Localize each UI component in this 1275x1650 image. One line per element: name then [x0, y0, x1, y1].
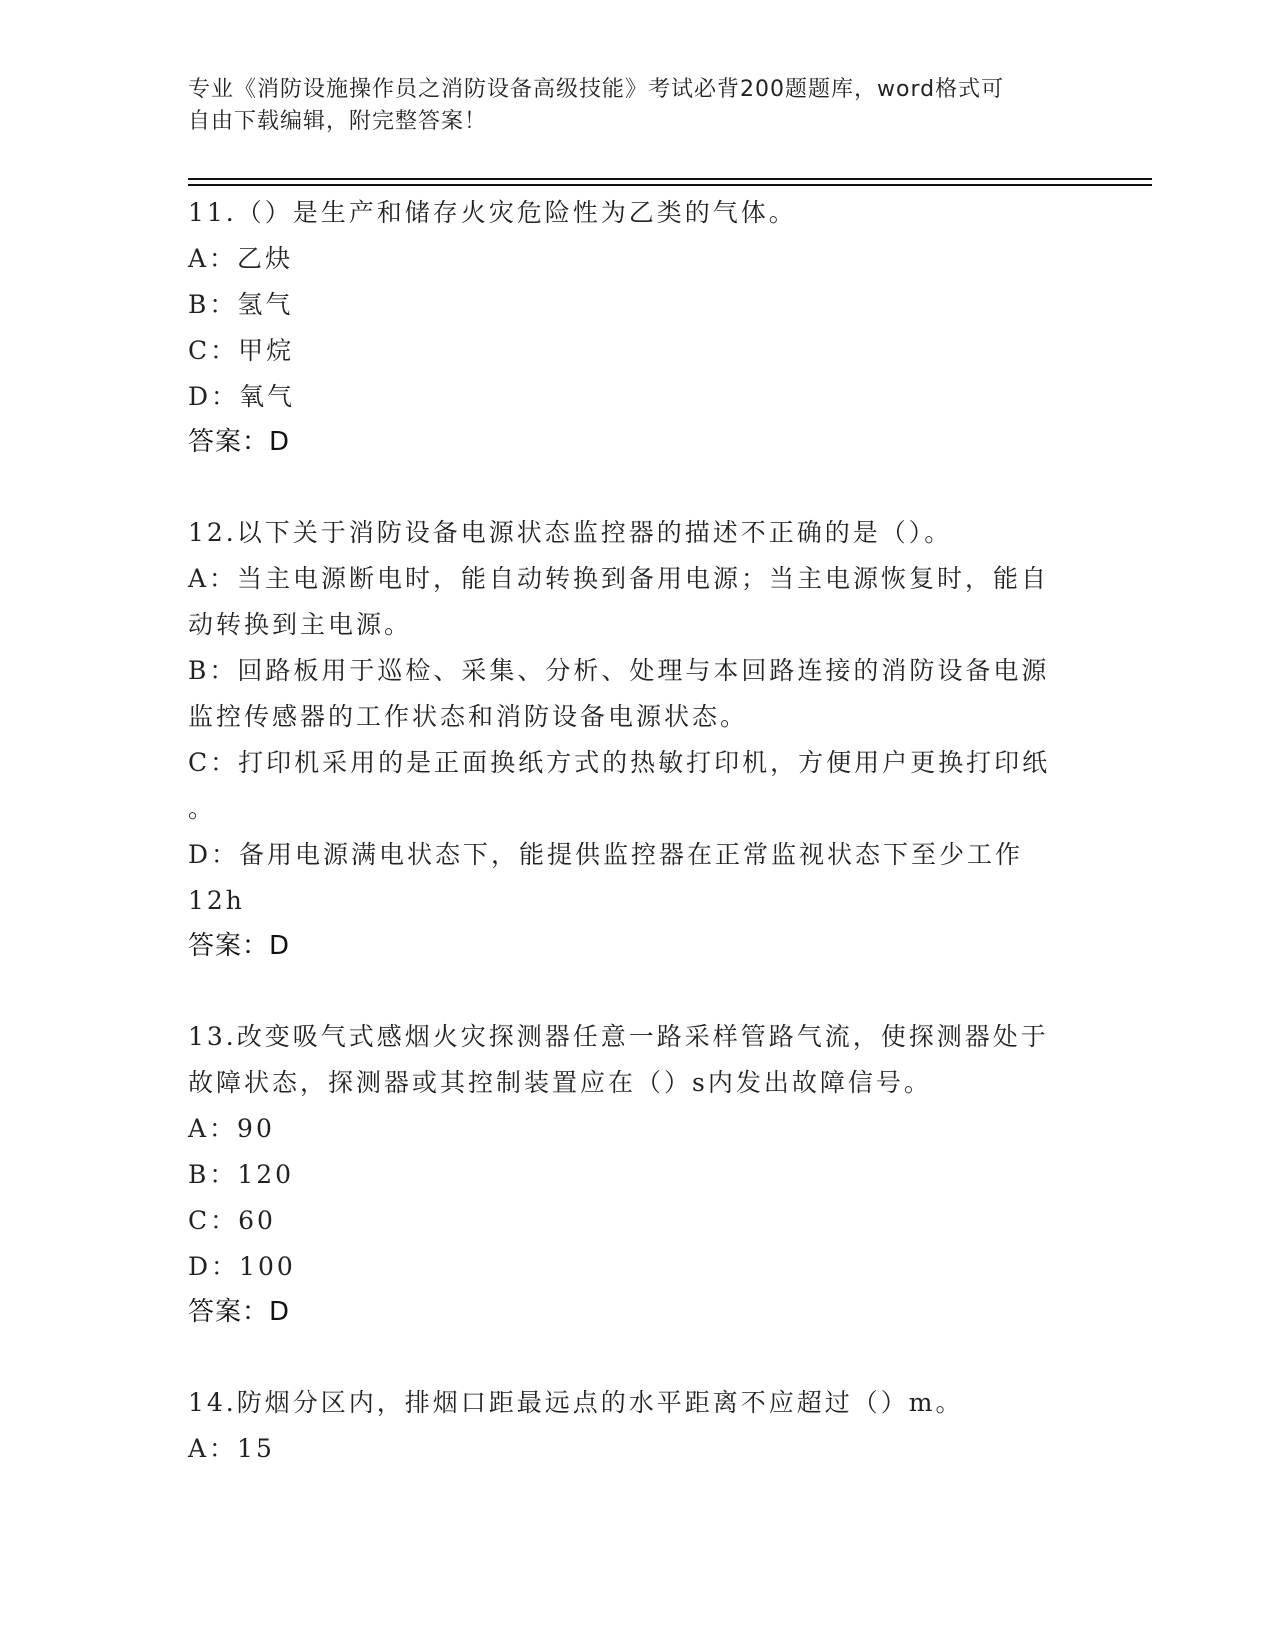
question-block	[188, 510, 1088, 968]
correct-answer: 答案：D	[188, 427, 291, 457]
answer-option: D：100	[188, 1252, 296, 1281]
answer-option: A：当主电源断电时，能自动转换到备用电源；当主电源恢复时，能自	[188, 564, 1050, 593]
answer-option: D：氧气	[188, 382, 296, 411]
question-list	[188, 190, 1088, 1518]
answer-option: B：氢气	[188, 290, 294, 319]
question-stem: 故障状态，探测器或其控制装置应在（）s内发出故障信号。	[188, 1068, 932, 1097]
answer-option: C：打印机采用的是正面换纸方式的热敏打印机，方便用户更换打印纸	[188, 748, 1051, 777]
answer-option: 12h	[188, 886, 245, 915]
question-stem: 11.（）是生产和储存火灾危险性为乙类的气体。	[188, 198, 797, 227]
answer-option: C：60	[188, 1206, 276, 1235]
correct-answer: 答案：D	[188, 1297, 291, 1327]
question-block	[188, 1014, 1088, 1334]
answer-option: A：90	[188, 1114, 275, 1143]
question-block	[188, 1380, 1088, 1472]
correct-answer: 答案：D	[188, 931, 291, 961]
document-header	[188, 74, 1068, 138]
answer-option: 监控传感器的工作状态和消防设备电源状态。	[188, 702, 749, 731]
question-stem: 13.改变吸气式感烟火灾探测器任意一路采样管路气流，使探测器处于	[188, 1022, 1049, 1051]
question-stem: 12.以下关于消防设备电源状态监控器的描述不正确的是（）。	[188, 518, 953, 547]
answer-option: B：回路板用于巡检、采集、分析、处理与本回路连接的消防设备电源	[188, 656, 1050, 685]
answer-option: 动转换到主电源。	[188, 610, 413, 639]
header-divider-top	[188, 178, 1152, 180]
header-divider-bottom	[188, 184, 1152, 186]
answer-option: D：备用电源满电状态下，能提供监控器在正常监视状态下至少工作	[188, 840, 1024, 869]
question-stem: 14.防烟分区内，排烟口距最远点的水平距离不应超过（）m。	[188, 1388, 964, 1417]
answer-option: 。	[188, 794, 217, 823]
header-title-line-1: 专业《消防设施操作员之消防设备高级技能》考试必背200题题库，word格式可	[188, 77, 1005, 102]
answer-option: B：120	[188, 1160, 295, 1189]
question-block	[188, 190, 1088, 464]
header-title-line-2: 自由下载编辑，附完整答案！	[188, 109, 488, 134]
answer-option: A：15	[188, 1434, 275, 1463]
answer-option: A：乙炔	[188, 244, 294, 273]
answer-option: C：甲烷	[188, 336, 295, 365]
